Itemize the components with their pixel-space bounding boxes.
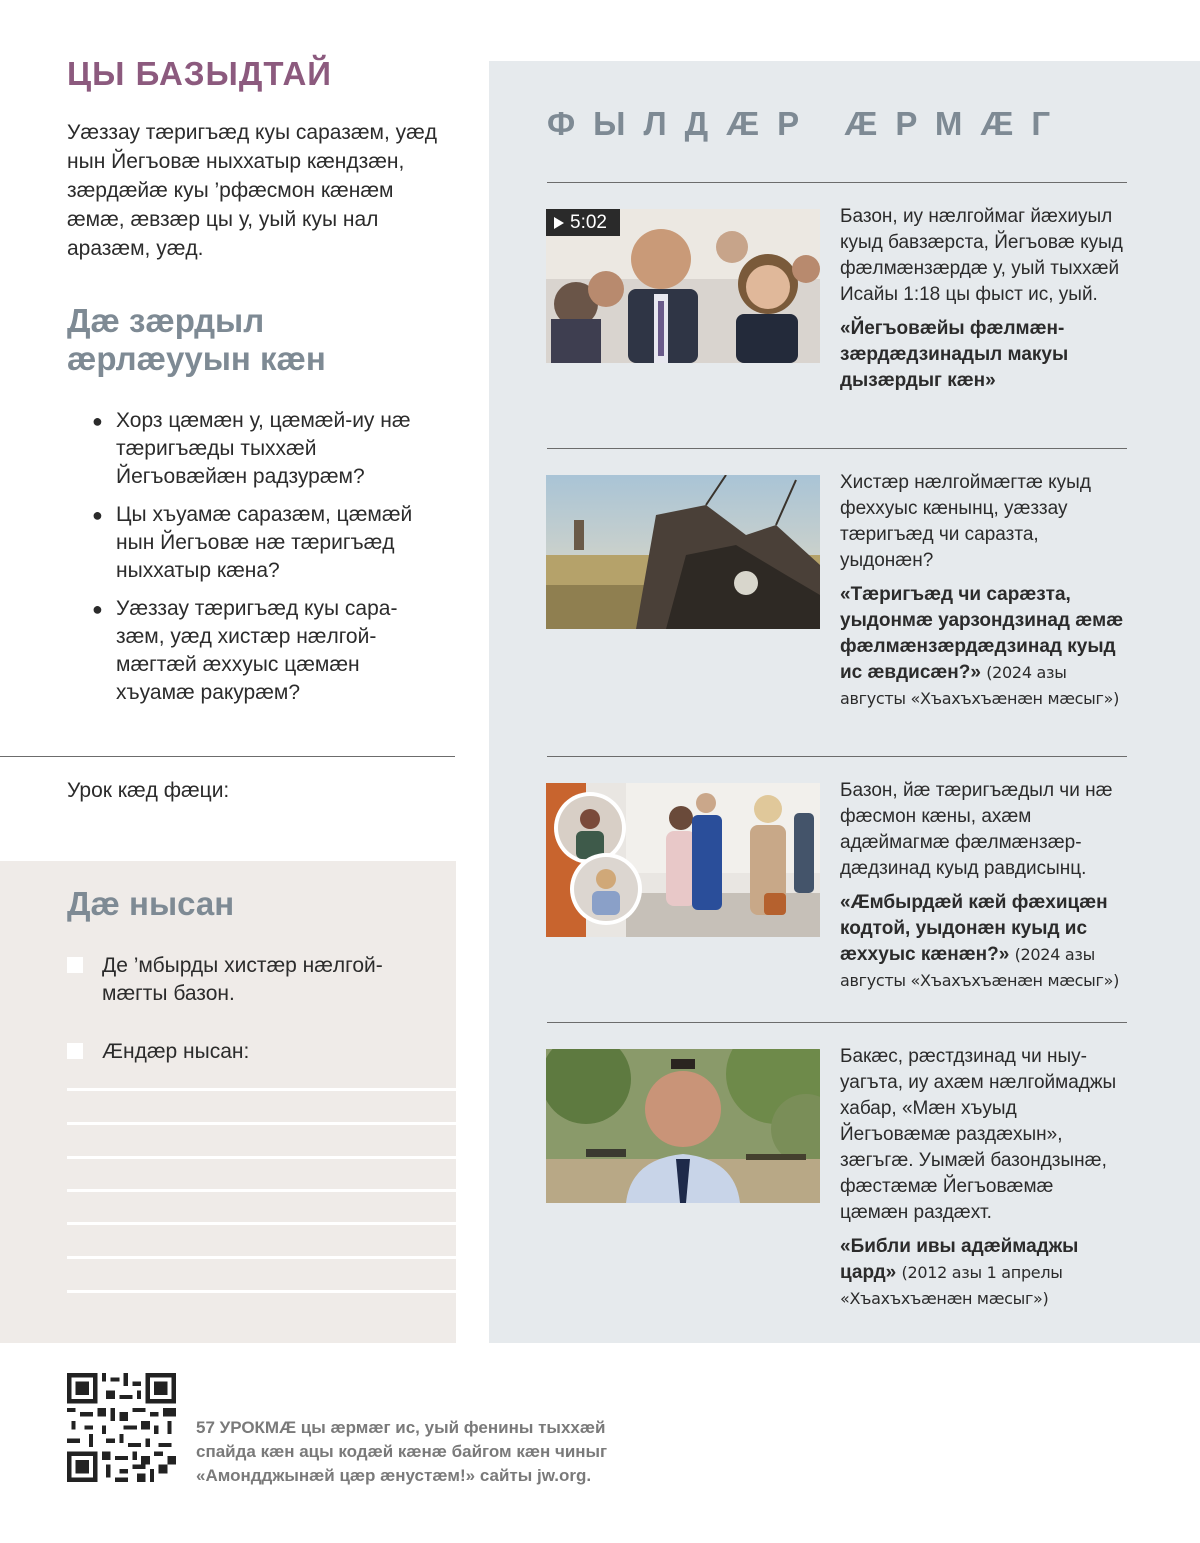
review-heading: Дæ зæрдыл æрлæууын кæн — [67, 302, 326, 377]
write-in-line[interactable] — [67, 1256, 456, 1259]
review-item-text: Уæззау тæригъæд куы саразæм, уæд хистæр нæлгоймæгтæй æххуыс цæмæн хъуамæ ракурæм? — [116, 597, 398, 704]
entry-source: (2024 азы августы «Хъахъхъæнæн мæсыг») — [840, 945, 1120, 990]
summary-title: ЦЫ БАЗЫДТАЙ — [67, 55, 332, 92]
write-in-line[interactable] — [67, 1156, 456, 1159]
entry-link[interactable]: «Библи ивы адæймаджы цард» — [840, 1236, 1079, 1283]
video-duration-badge — [546, 209, 620, 236]
lesson-completed-label: Урок кæд фæци: — [67, 779, 230, 802]
goal-item-text: Де ’мбырды хистæр нæлгоймæгты базон. — [102, 954, 383, 1005]
goal-panel — [0, 861, 456, 1343]
explore-divider — [547, 756, 1127, 757]
write-in-line[interactable] — [67, 1122, 456, 1125]
summary-text: Уæззау тæригъæд куы саразæм, уæд нын Йегъовæ ныххатыр кæндзæн, зæрдæйæ куы ’рфæсмон кæнæм æмæ, æвзæр цы у, уый куы нал аразæм, уæд. — [67, 121, 438, 260]
explore-entry — [840, 470, 1125, 712]
review-list — [92, 407, 432, 717]
review-item — [92, 595, 432, 707]
explore-entry — [840, 1044, 1125, 1312]
video-duration: 5:02 — [570, 212, 607, 233]
explore-title: ФЫЛДÆР ÆРМÆГ — [547, 105, 1069, 142]
entry-description: Хистæр нæлгоймæгтæ куыд феххуыс кæнынц, уæззау тæригъæд чи саразта, уыдонæн? — [840, 472, 1091, 571]
goal-checkbox[interactable] — [67, 1043, 83, 1059]
review-item-text: Цы хъуамæ саразæм, цæмæй нын Йегъовæ нæ тæригъæд ныххатыр кæна? — [116, 503, 413, 582]
explore-entry — [840, 204, 1125, 394]
play-icon — [554, 217, 564, 229]
goal-heading: Дæ нысан — [67, 885, 235, 922]
entry-link[interactable]: «Тæригъæд чи сарæзта, уыдонмæ уарзондзинад æмæ фæлмæнзæрдæдзинад куыд ис æвдисæн?» — [840, 584, 1124, 683]
section-divider — [0, 756, 455, 757]
bullet-icon: ● — [92, 599, 103, 619]
entry-description: Бакæс, рæстдзинад чи ныууагъта, иу ахæм нæлгоймаджы хабар, «Мæн хъуыд Йегъовæмæ раздæхын», зæгъгæ. Уымæй базондзынæ, фæстæмæ Йегъовæмæ цæмæн раздæхт. — [840, 1046, 1117, 1223]
article-thumbnail[interactable] — [546, 475, 820, 629]
entry-link[interactable]: «Йегъовæйы фæлмæнзæрдæдзинадыл макуы дызæрдыг кæн» — [840, 318, 1069, 391]
footer-note: 57 УРОКМÆ цы æрмæг ис, уый фенины тыххæй спайда кæн ацы кодæй кæнæ байгом кæн чиныг «Амондджынæй цæр æнустæм!» сайты jw.org. — [196, 1418, 608, 1485]
write-in-line[interactable] — [67, 1290, 456, 1293]
bullet-icon: ● — [92, 505, 103, 525]
goal-item — [67, 1038, 427, 1066]
write-in-line[interactable] — [67, 1222, 456, 1225]
explore-divider — [547, 182, 1127, 183]
video-thumbnail[interactable] — [546, 209, 820, 363]
bullet-icon: ● — [92, 411, 103, 431]
entry-description: Базон, йæ тæригъæдыл чи нæ фæсмон кæны, ахæм адæймагмæ фæлмæнзæрдæдзинад куыд равдисынц. — [840, 780, 1113, 879]
write-in-line[interactable] — [67, 1088, 456, 1091]
explore-entry — [840, 778, 1125, 994]
entry-source: (2024 азы августы «Хъахъхъæнæн мæсыг») — [840, 663, 1120, 708]
review-item — [92, 407, 432, 491]
article-thumbnail[interactable] — [546, 783, 820, 937]
goal-checkbox[interactable] — [67, 957, 83, 973]
explore-divider — [547, 448, 1127, 449]
qr-code[interactable] — [67, 1373, 176, 1482]
entry-description: Базон, иу нæлгоймаг йæхиуыл куыд бавзæрста, Йегъовæ куыд фæлмæнзæрдæ у, уый тыххæй Исайы 1:18 цы фыст ис, уый. — [840, 206, 1123, 305]
entry-source: (2012 азы 1 апрелы «Хъахъхъæнæн мæсыг») — [840, 1263, 1063, 1308]
goal-item — [67, 952, 427, 1008]
review-item — [92, 501, 432, 585]
review-item-text: Хорз цæмæн у, цæмæй-иу нæ тæригъæды тыххæй Йегъовæйæн радзурæм? — [116, 409, 411, 488]
explore-divider — [547, 1022, 1127, 1023]
goal-item-text: Æндæр нысан: — [102, 1040, 250, 1063]
article-thumbnail[interactable] — [546, 1049, 820, 1203]
write-in-line[interactable] — [67, 1189, 456, 1192]
entry-link[interactable]: «Æмбырдæй кæй фæхицæн кодтой, уыдонæн куыд ис æххуыс кæнæн?» — [840, 892, 1108, 965]
